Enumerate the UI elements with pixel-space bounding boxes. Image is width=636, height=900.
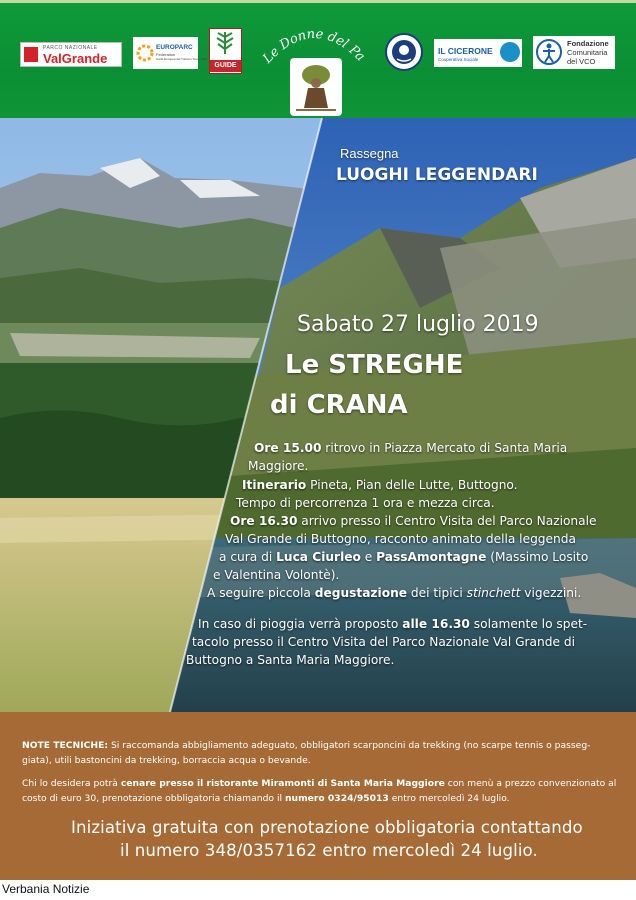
dinner-line: Chi lo desidera potrà cenare presso il ristorante Miramonti di Santa Maria Maggiore con menù a prezzo convenzionato al [22, 778, 617, 789]
fondazione-line2: Comunitaria [567, 48, 608, 57]
program-line: a cura di Luca Ciurleo e PassAmontagne (Massimo Losito [219, 550, 589, 564]
guide-mountain-icon [210, 29, 241, 57]
valgrande-logo-mark [24, 47, 38, 62]
forestale-emblem [385, 33, 423, 71]
logo-bar [0, 0, 636, 118]
donne-figure-icon [290, 58, 342, 116]
fondazione-logo [533, 36, 615, 69]
valgrande-logo [20, 42, 122, 67]
program-line: e Valentina Volontè). [213, 568, 340, 582]
valgrande-logo-name: ValGrande [43, 51, 108, 66]
rain-line: In caso di pioggia verrà proposto alle 16.30 solamente lo spet- [198, 617, 588, 631]
cta-line2: il numero 348/0357162 entro mercoledì 24 luglio. [120, 841, 538, 860]
source-credit: Verbania Notizie [2, 882, 90, 896]
fondazione-line1: Fondazione [567, 39, 609, 48]
event-date: Sabato 27 luglio 2019 [297, 312, 539, 337]
program-line: Val Grande di Buttogno, racconto animato della leggenda [225, 532, 576, 546]
series-label: Rassegna [340, 146, 399, 161]
dinner-line: costo di euro 30, prenotazione obbligatoria chiamando il numero 0324/95013 entro mercoledì 24 luglio. [22, 793, 510, 804]
europarc-logo-sub1: Federation [156, 52, 176, 57]
cicerone-logo [434, 39, 522, 67]
footer [0, 880, 636, 900]
donne-del-parco-logo [252, 7, 374, 114]
program-line: Tempo di percorrenza 1 ora e mezza circa. [236, 496, 495, 510]
europarc-star-icon [136, 44, 154, 62]
program-line: Maggiore. [248, 459, 309, 473]
series-title: LUOGHI LEGGENDARI [336, 165, 538, 185]
fondazione-line3: del VCO [567, 57, 596, 66]
europarc-logo-name: EUROPARC [156, 44, 193, 51]
rain-line: Buttogno a Santa Maria Maggiore. [186, 653, 395, 667]
program-line: Ore 16.30 arrivo presso il Centro Visita del Parco Nazionale [230, 514, 597, 528]
technical-notes-line: giata), utili bastoncini da trekking, borraccia acqua o bevande. [22, 755, 311, 766]
europarc-logo [133, 37, 208, 69]
cicerone-logo-sub: Cooperativa Sociale [438, 57, 479, 62]
info-box [0, 712, 636, 880]
event-title-line2: di CRANA [270, 390, 408, 420]
cicerone-logo-name: IL CICERONE [438, 46, 493, 56]
guide-logo-name: GUIDE [210, 60, 241, 72]
program-line: Ore 15.00 ritrovo in Piazza Mercato di Santa Maria [254, 441, 568, 455]
guide-logo [209, 28, 242, 74]
valgrande-logo-small: PARCO NAZIONALE [43, 45, 98, 51]
europarc-logo-sub2: Carta Europea del Turismo Sostenibile [156, 57, 208, 61]
program-line: A seguire piccola degustazione dei tipici stinchett vigezzini. [207, 586, 582, 600]
fondazione-figure-icon [535, 38, 563, 68]
rain-line: tacolo presso il Centro Visita del Parco Nazionale Val Grande di [192, 635, 575, 649]
cicerone-circle-icon [500, 42, 520, 62]
event-title-line1: Le STREGHE [285, 350, 464, 380]
cta-line1: Iniziativa gratuita con prenotazione obbligatoria contattando [71, 818, 583, 837]
svg-text:Le Donne del Parco: Le Donne del Parco [252, 7, 368, 67]
program-line: Itinerario Pineta, Pian delle Lutte, Buttogno. [242, 478, 518, 492]
technical-notes-line: NOTE TECNICHE: Si raccomanda abbigliamento adeguato, obbligatori scarponcini da trekking (no scarpe tennis o passeg- [22, 740, 591, 751]
